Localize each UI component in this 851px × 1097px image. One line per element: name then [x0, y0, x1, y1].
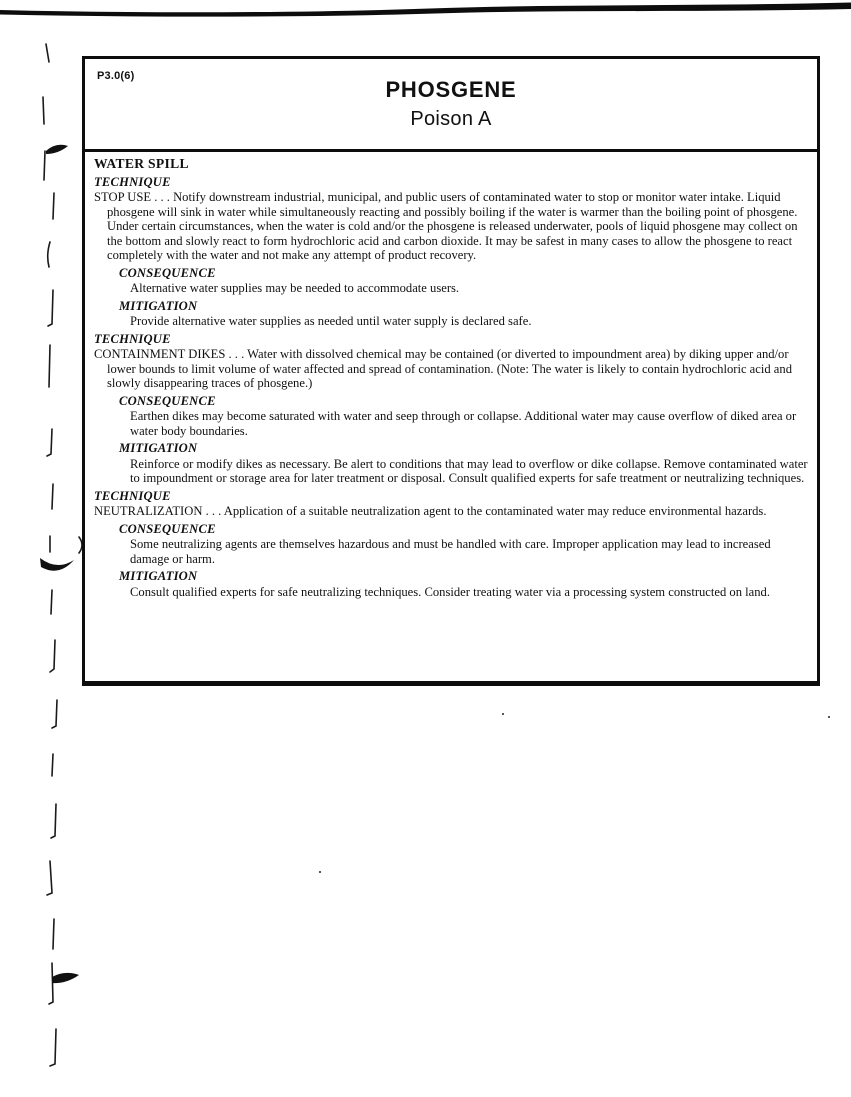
- technique-block: [94, 489, 809, 600]
- page-code: P3.0(6): [97, 70, 135, 82]
- mitigation-label: MITIGATION: [119, 441, 198, 455]
- scan-speck: [319, 871, 321, 873]
- document-subtitle: Poison A: [410, 108, 492, 130]
- mitigation-text: Reinforce or modify dikes as necessary. Be alert to conditions that may lead to overflow or dike collapse. Remove contaminated water to impoundment or storage area for later treatment or disposal. Consult qualified experts for safe treatment or neutralizing techniques.: [130, 456, 808, 485]
- technique-description: CONTAINMENT DIKES . . . Water with dissolved chemical may be contained (or diverted to impoundment area) by diking upper and/or lower bounds to limit volume of water affected and spread of contamination. (Note: The water is likely to contain hydrochloric acid and slowly disappearing traces of phosgene.): [94, 347, 792, 390]
- technique-label: TECHNIQUE: [94, 488, 171, 503]
- consequence-text: Alternative water supplies may be needed to accommodate users.: [130, 281, 460, 295]
- mitigation-label: MITIGATION: [119, 569, 198, 583]
- document-header: [85, 59, 817, 152]
- scan-edge-line: [0, 0, 851, 22]
- mitigation-label: MITIGATION: [119, 298, 198, 313]
- section-heading: WATER SPILL: [94, 156, 189, 171]
- consequence-label: CONSEQUENCE: [119, 521, 216, 536]
- technique-label: TECHNIQUE: [94, 331, 171, 346]
- technique-block: [94, 332, 809, 486]
- technique-label: TECHNIQUE: [94, 174, 171, 189]
- scan-speck: [502, 713, 504, 715]
- technique-block: [94, 175, 809, 329]
- scan-speck: [828, 716, 830, 718]
- document-title: PHOSGENE: [385, 77, 517, 102]
- technique-description: NEUTRALIZATION . . . Application of a suitable neutralization agent to the contaminated water may reduce environmental hazards.: [94, 504, 767, 518]
- technique-description: STOP USE . . . Notify downstream industrial, municipal, and public users of contaminated water to stop or monitor water intake. Liquid phosgene will sink in water while simultaneously reacting and possibly boiling if the water is warmer than the boiling point of phosgene. Under certain circumstances, when the water is cold and/or the phosgene is released underwater, pools of liquid phosgene may collect on the bottom and slowly react to form hydrochloric acid and carbon dioxide. It may be safest in many cases to allow the phosgene to react completely with the water and not make any attempt of product recovery.: [94, 190, 798, 262]
- consequence-label: CONSEQUENCE: [119, 265, 216, 280]
- document-body: [85, 152, 817, 599]
- mitigation-text: Provide alternative water supplies as needed until water supply is declared safe.: [130, 314, 532, 328]
- consequence-text: Some neutralizing agents are themselves hazardous and must be handled with care. Improper application may lead to increased damage or harm.: [130, 537, 771, 566]
- mitigation-text: Consult qualified experts for safe neutralizing techniques. Consider treating water via a processing system constructed on land.: [130, 584, 770, 599]
- document-box: [82, 56, 820, 686]
- consequence-text: Earthen dikes may become saturated with water and seep through or collapse. Additional water may cause overflow of diked area or water body boundaries.: [130, 409, 797, 438]
- consequence-label: CONSEQUENCE: [119, 393, 216, 408]
